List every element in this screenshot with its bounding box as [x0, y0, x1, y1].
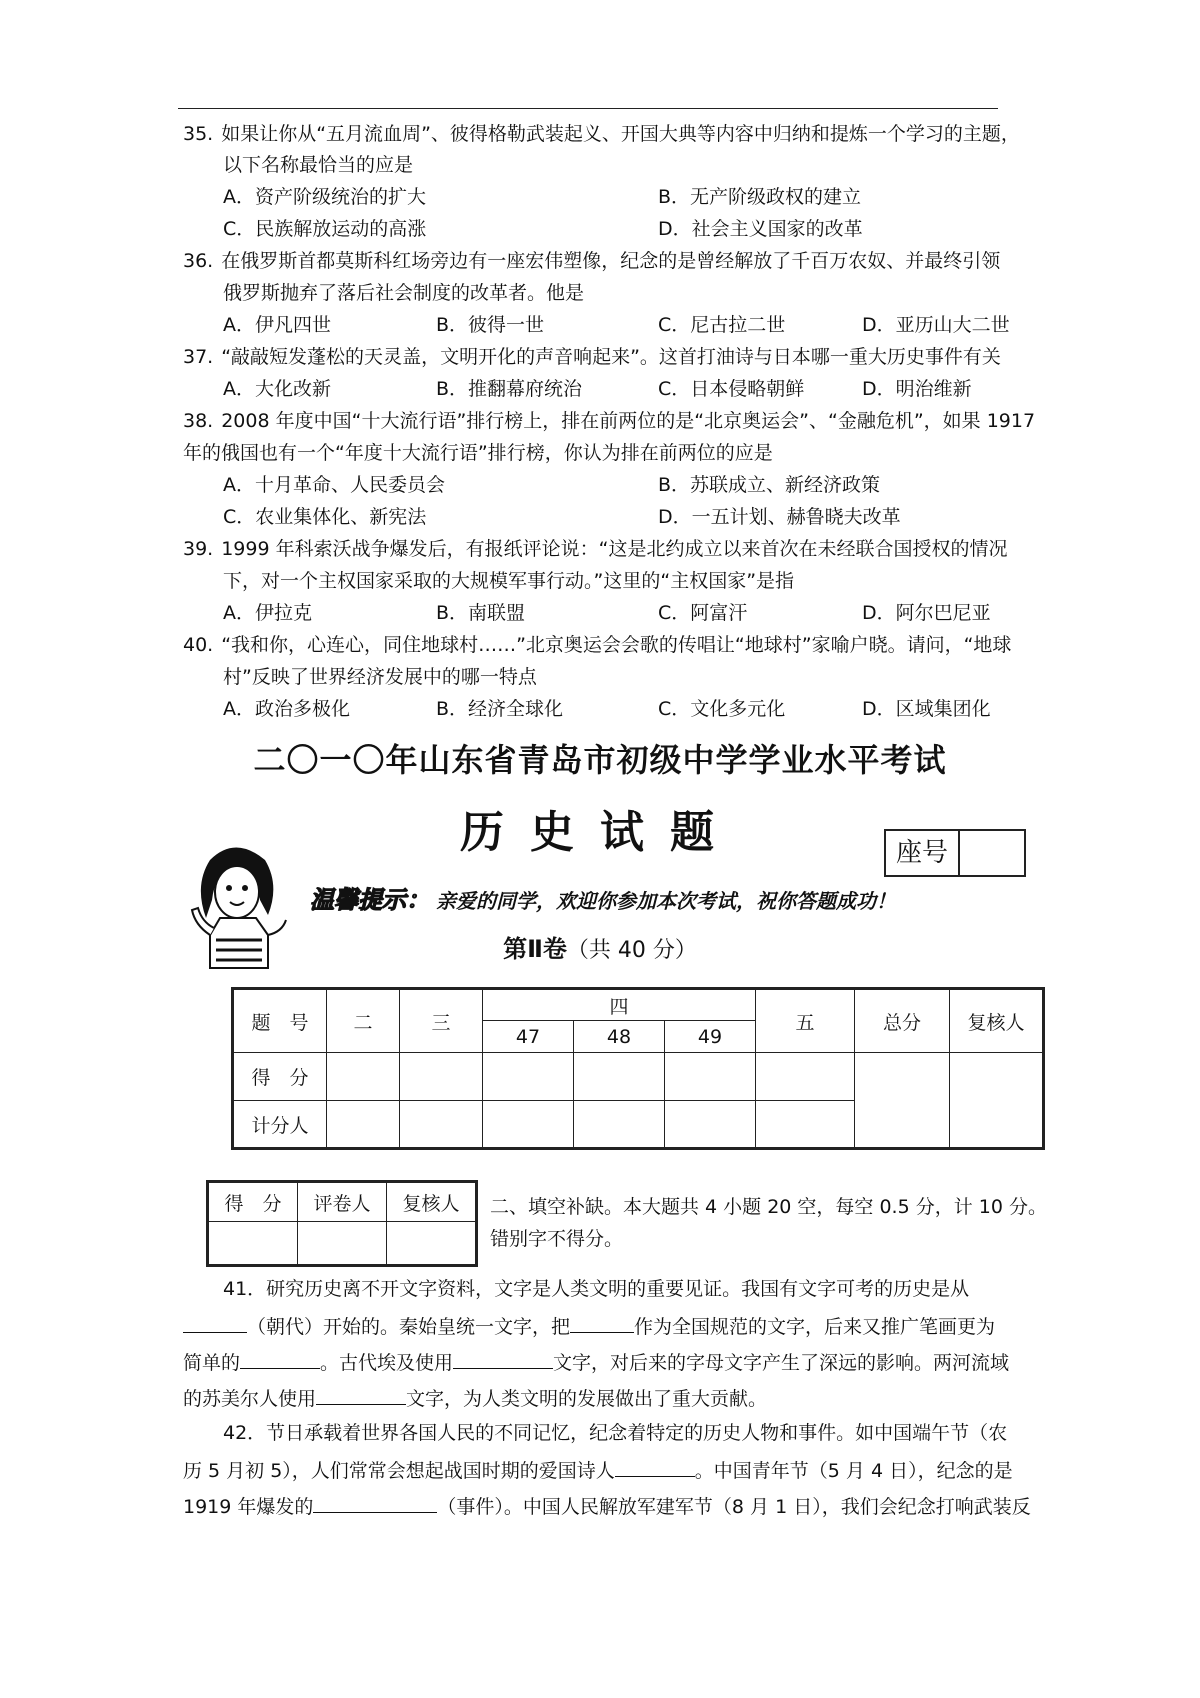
q38-line1: 38. 2008 年度中国“十大流行语”排行榜上，排在前两位的是“北京奥运会”、“金融危机”，如果 1917 — [183, 410, 1036, 432]
answer-blank[interactable] — [615, 1456, 695, 1477]
section-title: 第Ⅱ卷（共 40 分） — [503, 935, 697, 963]
q42-line1: 42．节日承载着世界各国人民的不同记忆，纪念着特定的历史人物和事件。如中国端午节（农 — [223, 1422, 1008, 1444]
q36-option-a: A．伊凡四世 — [223, 314, 331, 336]
grading-cell[interactable] — [208, 1222, 298, 1266]
scorer-cell[interactable] — [574, 1101, 665, 1149]
answer-blank[interactable] — [453, 1348, 553, 1369]
q38-line2: 年的俄国也有一个“年度十大流行语”排行榜，你认为排在前两位的应是 — [183, 442, 773, 464]
q37-option-b: B．推翻幕府统治 — [436, 378, 583, 400]
score-table-sub-48: 48 — [574, 1021, 665, 1053]
score-cell[interactable] — [483, 1053, 574, 1101]
scorer-cell[interactable] — [483, 1101, 574, 1149]
scorer-cell[interactable] — [400, 1101, 483, 1149]
q39-option-a: A．伊拉克 — [223, 602, 312, 624]
score-cell[interactable] — [574, 1053, 665, 1101]
seat-number-field[interactable] — [960, 831, 1024, 875]
q40-line2: 村”反映了世界经济发展中的哪一特点 — [223, 666, 537, 688]
score-cell[interactable] — [400, 1053, 483, 1101]
grading-header-grader: 评卷人 — [298, 1182, 387, 1222]
grading-cell[interactable] — [298, 1222, 387, 1266]
score-table-header-question: 题 号 — [233, 989, 327, 1053]
answer-blank[interactable] — [240, 1348, 320, 1369]
q35-line1: 35. 如果让你从“五月流血周”、彼得格勒武装起义、开国大典等内容中归纳和提炼一个学习的主题， — [183, 123, 1020, 145]
q37-line1: 37. “敲敲短发蓬松的天灵盖，文明开化的声音响起来”。这首打油诗与日本哪一重大历史事件有关 — [183, 346, 1001, 368]
answer-blank[interactable] — [313, 1492, 437, 1513]
q41-line1: 41．研究历史离不开文字资料，文字是人类文明的重要见证。我国有文字可考的历史是从 — [223, 1278, 970, 1300]
q35-option-c: C．民族解放运动的高涨 — [223, 218, 427, 240]
tip-line — [310, 880, 896, 915]
q41-line3: 简单的 。古代埃及使用 文字，对后来的字母文字产生了深远的影响。两河流域 — [183, 1348, 1009, 1376]
q38-option-b: B．苏联成立、新经济政策 — [658, 474, 881, 496]
q42-line2: 历 5 月初 5），人们常常会想起战国时期的爱国诗人 。中国青年节（5 月 4 日），纪念的是 — [183, 1456, 1013, 1484]
q41-line2: （朝代）开始的。秦始皇统一文字，把 作为全国规范的文字，后来又推广笔画更为 — [183, 1312, 995, 1340]
score-table-col-4: 四 — [483, 989, 756, 1021]
scorer-cell[interactable] — [756, 1101, 855, 1149]
exam-title: 二〇一〇年山东省青岛市初级中学学业水平考试 — [253, 741, 947, 779]
score-table-col-2: 二 — [327, 989, 400, 1053]
q40-option-a: A．政治多极化 — [223, 698, 350, 720]
q39-option-c: C．阿富汗 — [658, 602, 748, 624]
grading-table — [206, 1180, 478, 1267]
seat-number-label: 座号 — [886, 831, 960, 875]
q36-option-b: B．彼得一世 — [436, 314, 545, 336]
score-table-col-3: 三 — [400, 989, 483, 1053]
score-table-col-total: 总分 — [855, 989, 950, 1053]
q35-option-b: B．无产阶级政权的建立 — [658, 186, 862, 208]
subject-title: 历史试题 — [460, 807, 740, 858]
score-table — [231, 987, 1045, 1150]
q40-line1: 40. “我和你，心连心，同住地球村……”北京奥运会会歌的传唱让“地球村”家喻户晓。请问，“地球 — [183, 634, 1012, 656]
q35-option-d: D．社会主义国家的改革 — [658, 218, 863, 240]
q35-line2: 以下名称最恰当的应是 — [223, 154, 414, 176]
score-table-row-scorer: 计分人 — [233, 1101, 327, 1149]
score-table-col-reviewer: 复核人 — [950, 989, 1044, 1053]
q37-option-d: D．明治维新 — [862, 378, 972, 400]
grading-header-score: 得 分 — [208, 1182, 298, 1222]
q40-option-b: B．经济全球化 — [436, 698, 564, 720]
q38-option-a: A．十月革命、人民委员会 — [223, 474, 445, 496]
q40-option-c: C．文化多元化 — [658, 698, 786, 720]
q36-line2: 俄罗斯抛弃了落后社会制度的改革者。他是 — [223, 282, 585, 304]
q37-option-c: C．日本侵略朝鲜 — [658, 378, 805, 400]
score-cell-reviewer[interactable] — [950, 1053, 1044, 1149]
score-table-col-5: 五 — [756, 989, 855, 1053]
score-cell[interactable] — [756, 1053, 855, 1101]
q40-option-d: D．区域集团化 — [862, 698, 991, 720]
q39-option-b: B．南联盟 — [436, 602, 526, 624]
tip-text: 亲爱的同学，欢迎你参加本次考试，祝你答题成功！ — [436, 889, 896, 913]
answer-blank[interactable] — [183, 1312, 247, 1333]
score-cell[interactable] — [665, 1053, 756, 1101]
q36-option-d: D．亚历山大二世 — [862, 314, 1010, 336]
tip-label: 温馨提示： — [310, 886, 430, 914]
score-table-sub-47: 47 — [483, 1021, 574, 1053]
q38-option-d: D．一五计划、赫鲁晓夫改革 — [658, 506, 901, 528]
header-rule — [178, 108, 998, 109]
seat-number-box — [884, 829, 1026, 877]
score-cell-total[interactable] — [855, 1053, 950, 1149]
score-table-sub-49: 49 — [665, 1021, 756, 1053]
grading-cell[interactable] — [387, 1222, 477, 1266]
scorer-cell[interactable] — [665, 1101, 756, 1149]
score-cell[interactable] — [327, 1053, 400, 1101]
part2-heading-line1: 二、填空补缺。本大题共 4 小题 20 空，每空 0.5 分，计 10 分。 — [490, 1196, 1047, 1218]
q38-option-c: C．农业集体化、新宪法 — [223, 506, 427, 528]
q41-line4: 的苏美尔人使用 文字，为人类文明的发展做出了重大贡献。 — [183, 1384, 767, 1412]
q39-line2: 下，对一个主权国家采取的大规模军事行动。”这里的“主权国家”是指 — [223, 570, 795, 592]
part2-heading-line2: 错别字不得分。 — [490, 1228, 624, 1250]
q36-line1: 36. 在俄罗斯首都莫斯科红场旁边有一座宏伟塑像，纪念的是曾经解放了千百万农奴、并最终引领 — [183, 250, 1001, 272]
score-table-row-score: 得 分 — [233, 1053, 327, 1101]
scorer-cell[interactable] — [327, 1101, 400, 1149]
answer-blank[interactable] — [570, 1312, 634, 1333]
answer-blank[interactable] — [316, 1384, 406, 1405]
q35-option-a: A．资产阶级统治的扩大 — [223, 186, 426, 208]
q39-option-d: D．阿尔巴尼亚 — [862, 602, 991, 624]
grading-header-reviewer: 复核人 — [387, 1182, 477, 1222]
q42-line3: 1919 年爆发的 （事件）。中国人民解放军建军节（8 月 1 日），我们会纪念打响武装反 — [183, 1492, 1031, 1520]
q37-option-a: A．大化改新 — [223, 378, 331, 400]
q36-option-c: C．尼古拉二世 — [658, 314, 786, 336]
q39-line1: 39. 1999 年科索沃战争爆发后，有报纸评论说：“这是北约成立以来首次在未经联合国授权的情况 — [183, 538, 1008, 560]
